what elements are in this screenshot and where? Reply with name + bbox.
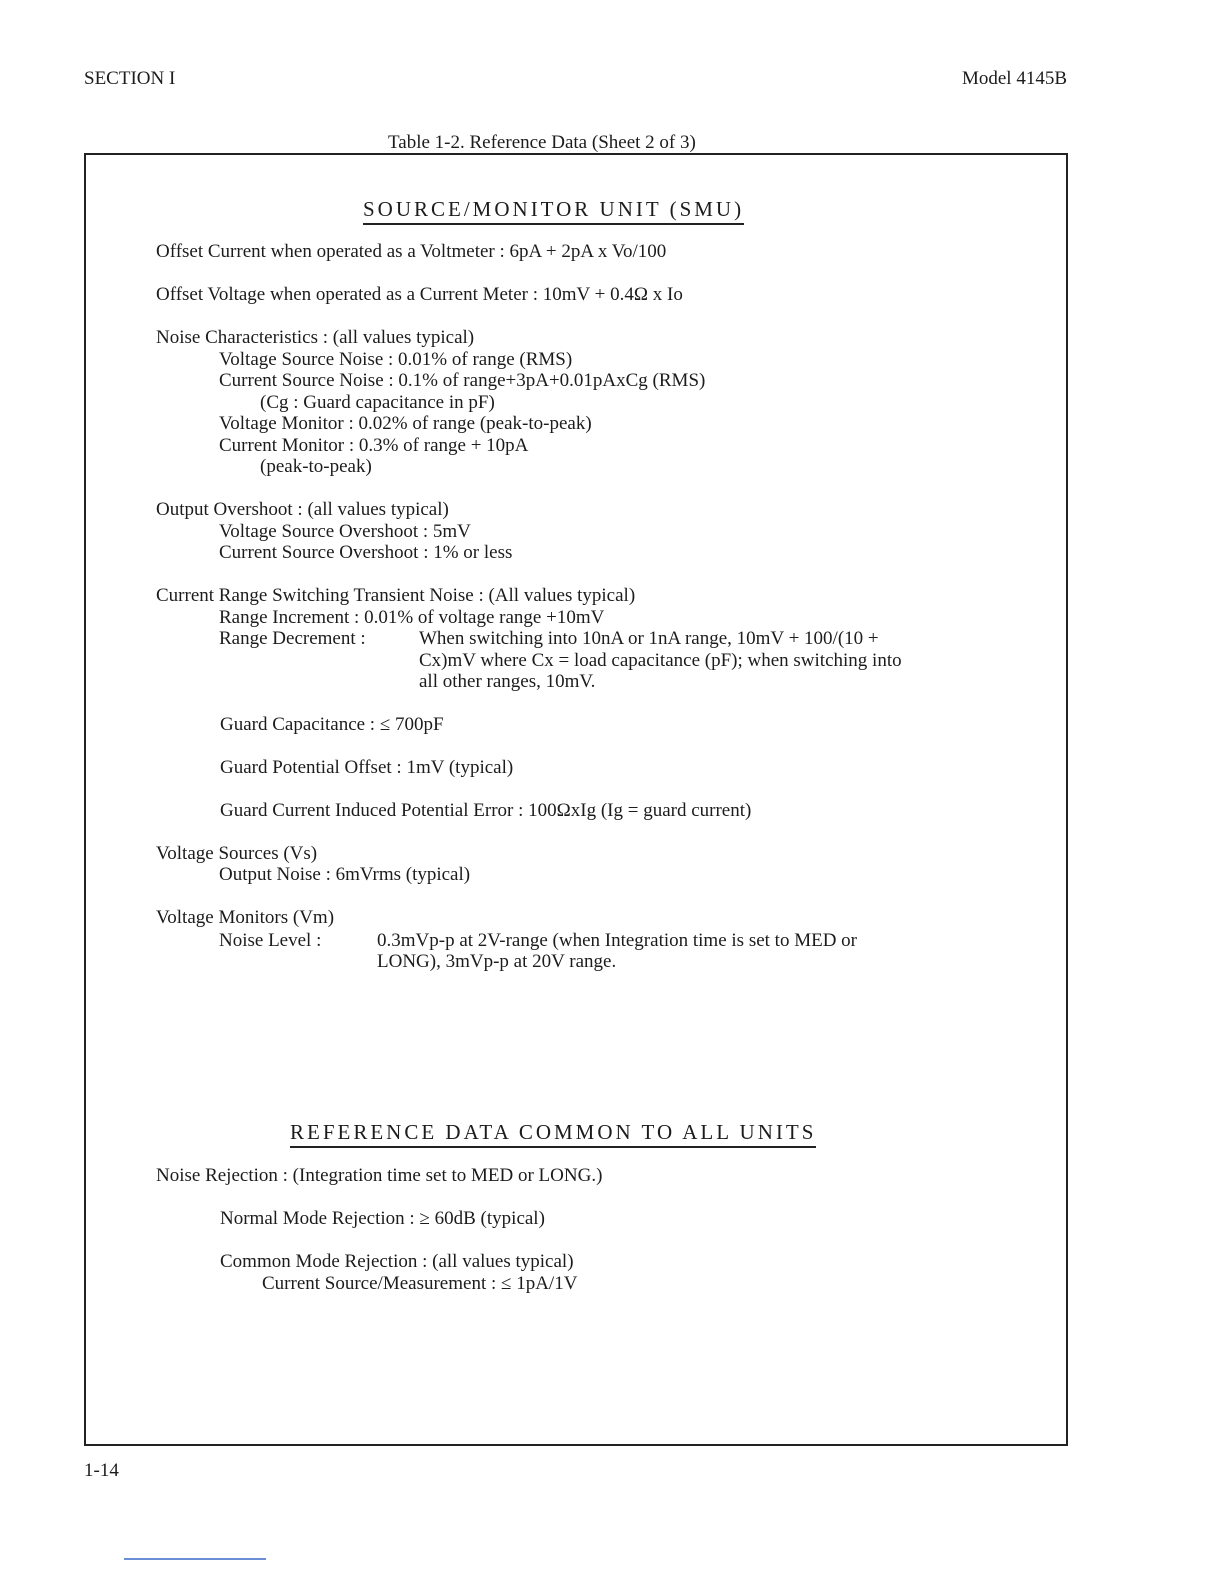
- noise-level-label: Noise Level :: [219, 930, 322, 951]
- range-decrement-line: When switching into 10nA or 1nA range, 10mV + 100/(10 +: [419, 628, 879, 649]
- range-switching-heading: Current Range Switching Transient Noise : (All values typical): [156, 585, 636, 606]
- offset-current-spec: Offset Current when operated as a Voltmeter : 6pA + 2pA x Vo/100: [156, 241, 667, 262]
- guard-capacitance: Guard Capacitance : ≤ 700pF: [220, 714, 444, 735]
- current-monitor-noise-cont: (peak-to-peak): [260, 456, 372, 477]
- range-increment: Range Increment : 0.01% of voltage range +10mV: [219, 607, 605, 628]
- output-noise: Output Noise : 6mVrms (typical): [219, 864, 471, 885]
- current-source-noise: Current Source Noise : 0.1% of range+3pA+0.01pAxCg (RMS): [219, 370, 706, 391]
- normal-mode-rejection: Normal Mode Rejection : ≥ 60dB (typical): [220, 1208, 545, 1229]
- range-decrement-line: Cx)mV where Cx = load capacitance (pF); when switching into: [419, 650, 902, 671]
- guard-capacitance-note: (Cg : Guard capacitance in pF): [260, 392, 495, 413]
- voltage-source-noise: Voltage Source Noise : 0.01% of range (RMS): [219, 349, 573, 370]
- guard-current-error: Guard Current Induced Potential Error : 100ΩxIg (Ig = guard current): [220, 800, 752, 821]
- current-monitor-noise: Current Monitor : 0.3% of range + 10pA: [219, 435, 529, 456]
- page-number: 1-14: [84, 1460, 119, 1481]
- common-section-title: REFERENCE DATA COMMON TO ALL UNITS: [290, 1120, 816, 1148]
- voltage-sources-heading: Voltage Sources (Vs): [156, 843, 318, 864]
- range-decrement-label: Range Decrement :: [219, 628, 366, 649]
- range-decrement-line: all other ranges, 10mV.: [419, 671, 596, 692]
- current-source-measurement: Current Source/Measurement : ≤ 1pA/1V: [262, 1273, 578, 1294]
- guard-potential-offset: Guard Potential Offset : 1mV (typical): [220, 757, 514, 778]
- overshoot-heading: Output Overshoot : (all values typical): [156, 499, 449, 520]
- scan-artifact-line: [124, 1558, 266, 1560]
- offset-voltage-spec: Offset Voltage when operated as a Current Meter : 10mV + 0.4Ω x Io: [156, 284, 683, 305]
- noise-rejection-heading: Noise Rejection : (Integration time set to MED or LONG.): [156, 1165, 603, 1186]
- section-label: SECTION I: [84, 68, 176, 89]
- noise-level-line: 0.3mVp-p at 2V-range (when Integration time is set to MED or: [377, 930, 858, 951]
- noise-heading: Noise Characteristics : (all values typical): [156, 327, 475, 348]
- model-label: Model 4145B: [961, 68, 1067, 89]
- table-caption: Table 1-2. Reference Data (Sheet 2 of 3): [388, 132, 696, 153]
- voltage-monitor-noise: Voltage Monitor : 0.02% of range (peak-to-peak): [219, 413, 592, 434]
- voltage-monitors-heading: Voltage Monitors (Vm): [156, 907, 335, 928]
- smu-section-title: SOURCE/MONITOR UNIT (SMU): [363, 197, 744, 225]
- voltage-overshoot: Voltage Source Overshoot : 5mV: [219, 521, 471, 542]
- noise-level-line: LONG), 3mVp-p at 20V range.: [377, 951, 617, 972]
- current-overshoot: Current Source Overshoot : 1% or less: [219, 542, 513, 563]
- common-mode-rejection: Common Mode Rejection : (all values typical): [220, 1251, 574, 1272]
